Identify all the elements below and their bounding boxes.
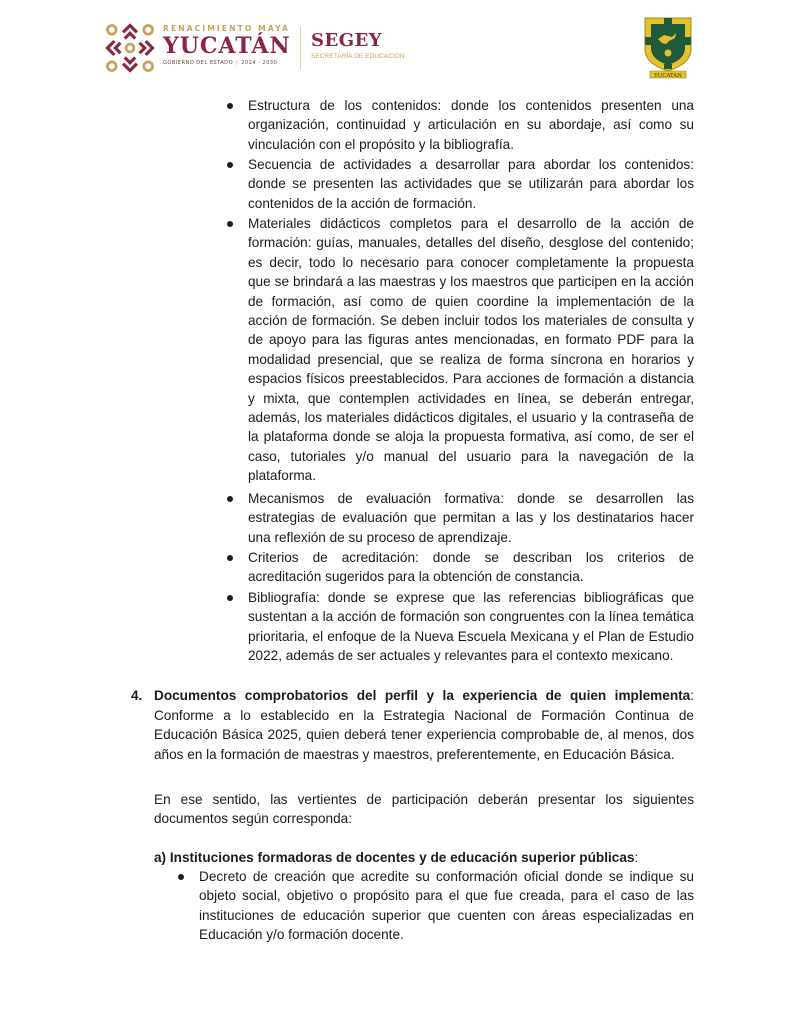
text-line: contenidos de la acción de formación. [248, 195, 477, 211]
agency-name: SEGEY [311, 30, 383, 51]
agency-subtitle: SECRETARÍA DE EDUCACIÓN [311, 53, 405, 60]
renacimiento-maya-logo-icon [104, 22, 156, 74]
text-line: y mixta, que contemplen actividades en línea, se deberán entregar, [248, 390, 694, 406]
text-line: Mecanismos de evaluación formativa: donde se desarrollen las [248, 491, 694, 506]
text-line: una reflexión de su proceso de aprendizaje. [248, 529, 512, 545]
text-line: Bibliografía: donde se exprese que las referencias bibliográficas que [248, 590, 694, 605]
text-line: Estructura de los contenidos: donde los contenidos presenten una [248, 98, 694, 113]
section-heading-text: Documentos comprobatorios del perfil y la experiencia de quien implementa [154, 688, 691, 703]
text-line: En ese sentido, las vertientes de participación deberán presentar los siguientes [154, 792, 694, 807]
text-line: vinculación con el propósito y la bibliografía. [248, 136, 514, 152]
text-line: acción de formación. Se deben incluir todos los materiales de consulta y [248, 313, 694, 328]
text-line: de apoyo para las figuras antes mencionadas, en formato PDF para la [248, 332, 694, 348]
bullet-icon [227, 496, 233, 502]
shield-label: YUCATAN [654, 72, 682, 79]
text-line: instituciones de educación superior que cuenten con áreas especializadas en [199, 907, 694, 923]
brand-subtitle [163, 60, 293, 66]
text-line: formación: guías, manuales, detalles del diseño, desglose del contenido; [248, 235, 694, 251]
text-line: organización, continuidad y articulación en su abordaje, así como su [248, 117, 694, 133]
text-line: acreditación sugeridos para la obtención de constancia. [248, 569, 584, 585]
section-heading-colon: : [690, 688, 694, 703]
text-line: caso, tutoriales y/o manual del usuario para la navegación de la [248, 448, 694, 464]
text-line: es decir, todo lo necesario para conocer completamente la propuesta [248, 254, 694, 270]
text-line: Criterios de acreditación: donde se describan los criterios de [248, 550, 694, 565]
text-line: la plataforma donde se aloja la propuesta formativa, así como, de ser el [248, 429, 694, 445]
text-line: años en la formación de maestras y maestros, preferentemente, en Educación Básica. [154, 746, 675, 762]
header-divider [300, 27, 301, 69]
text-line: Secuencia de actividades a desarrollar para abordar los contenidos: [248, 157, 694, 172]
text-line: documentos según corresponda: [154, 811, 352, 827]
text-line: espacios físicos preestablecidos. Para acciones de formación a distancia [248, 371, 694, 387]
brand-name: YUCATÁN [163, 33, 291, 59]
text-line: objeto social, objetivo o propósito para el que fue creada, para el caso de las [199, 888, 694, 904]
subsection-heading [154, 848, 694, 867]
text-line: Decreto de creación que acredite su conformación oficial donde se indique su [199, 869, 694, 884]
text-line: que se brindará a las maestras y los maestros que participen en la acción [248, 274, 694, 290]
text-line: Materiales didácticos completos para el desarrollo de la acción de [248, 216, 694, 231]
yucatan-coat-of-arms-icon [642, 15, 694, 79]
bullet-icon [227, 221, 233, 227]
page-header [0, 0, 785, 85]
bullet-icon [227, 555, 233, 561]
brand-subtitle-years: 2024 - 2030 [241, 60, 278, 66]
text-line: plataforma. [248, 468, 317, 484]
text-line: 2022, además de ser actuales y relevantes para el contexto mexicano. [248, 648, 674, 664]
brand-tagline: RENACIMIENTO MAYA [163, 24, 290, 33]
brand-subtitle-separator: | [236, 60, 239, 66]
yucatan-brand [163, 24, 293, 66]
subsection-heading-colon: : [634, 850, 639, 865]
section-number: 4. [131, 688, 143, 703]
bullet-icon [227, 162, 233, 168]
bullet-icon [227, 595, 233, 601]
text-line: Conforme a lo establecido en la Estrategia Nacional de Formación Continua de [154, 708, 694, 723]
text-line: además, los materiales didácticos digitales, el usuario y la contraseña de [248, 410, 694, 425]
text-line: Educación Básica 2025, quien deberá tener experiencia comprobable de, al menos, dos [154, 727, 694, 743]
text-line: Educación y/o formación docente. [199, 927, 404, 943]
brand-subtitle-left: GOBIERNO DEL ESTADO [163, 60, 234, 66]
bullet-icon [227, 103, 233, 109]
text-line: de formación, así como de quien coordine la implementación de la [248, 293, 694, 309]
segey-brand [311, 31, 405, 60]
bullet-icon [178, 874, 184, 880]
text-line: modalidad presencial, que se realiza de forma síncrona en horarios y [248, 351, 694, 367]
section-heading [154, 686, 694, 705]
text-line: sustentan a la acción de formación son congruentes con la línea temática [248, 609, 694, 625]
text-line: donde se presenten las actividades que se utilizarán para abordar los [248, 176, 694, 192]
text-line: estrategias de evaluación que permitan a las y los destinatarios hacer [248, 510, 694, 526]
subsection-heading-text: a) Instituciones formadoras de docentes y de educación superior públicas [154, 850, 635, 865]
text-line: prioritaria, el enfoque de la Nueva Escuela Mexicana y el Plan de Estudio [248, 628, 694, 644]
